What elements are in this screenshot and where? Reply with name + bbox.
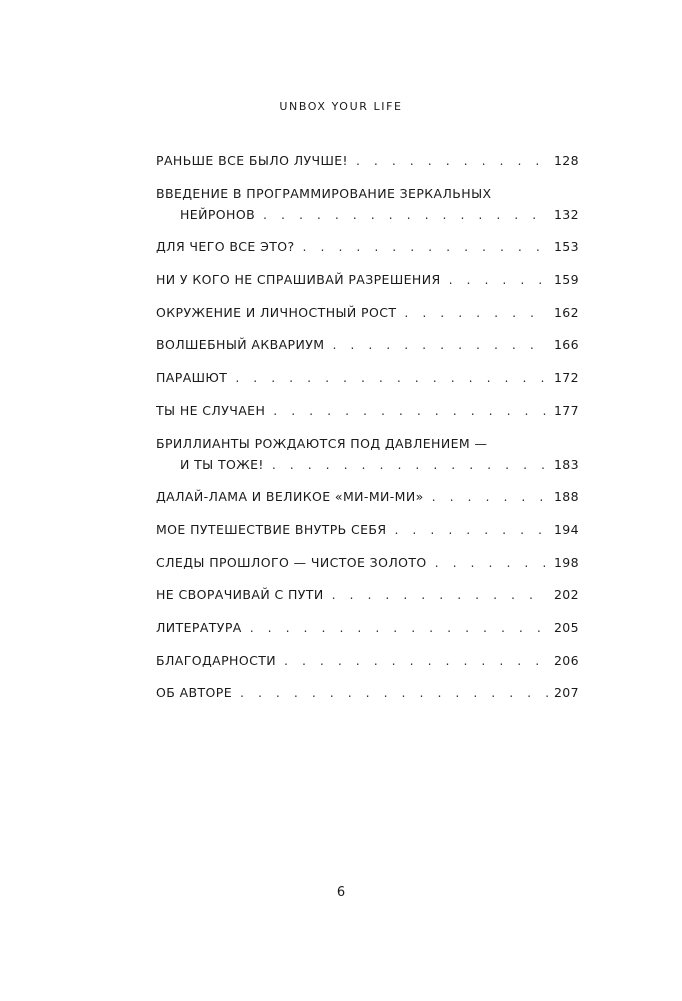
toc-entry (156, 584, 579, 605)
toc-line (156, 519, 579, 540)
toc-line (156, 204, 579, 225)
toc-page-number: 188 (553, 489, 579, 505)
toc-page-number: 202 (553, 587, 579, 603)
toc-entry (156, 150, 579, 171)
toc-entry (156, 617, 579, 638)
page-number: 6 (336, 885, 346, 900)
toc-line (156, 486, 579, 507)
toc-line (156, 183, 579, 204)
toc-line (156, 617, 579, 638)
toc-entry (156, 269, 579, 290)
dot-leader (332, 334, 547, 355)
dot-leader (404, 302, 548, 323)
toc-entry (156, 433, 579, 475)
toc-entry (156, 367, 579, 388)
toc-entry (156, 400, 579, 421)
toc-title: ВОЛШЕБНЫЙ АКВАРИУМ (156, 337, 325, 353)
toc-entry (156, 334, 579, 355)
dot-leader (356, 150, 548, 171)
toc-page-number: 162 (553, 304, 579, 320)
toc-entry (156, 682, 579, 703)
toc-page-number: 207 (553, 685, 579, 701)
toc-page-number: 198 (553, 554, 579, 570)
toc-title: ПАРАШЮТ (156, 370, 228, 386)
toc-title: БЛАГОДАРНОСТИ (156, 652, 276, 668)
toc-title: ОКРУЖЕНИЕ И ЛИЧНОСТНЫЙ РОСТ (156, 304, 397, 320)
toc-title: ВВЕДЕНИЕ В ПРОГРАММИРОВАНИЕ ЗЕРКАЛЬНЫХ (156, 185, 492, 201)
toc-page-number: 172 (553, 370, 579, 386)
dot-leader (432, 486, 548, 507)
dot-leader (394, 519, 547, 540)
toc-page-number: 206 (553, 652, 579, 668)
toc-entry (156, 302, 579, 323)
toc-line (156, 302, 579, 323)
toc-line (156, 454, 579, 475)
toc-line (156, 682, 579, 703)
toc-entry (156, 236, 579, 257)
toc-title: И ТЫ ТОЖЕ! (180, 456, 264, 472)
toc-page-number: 194 (553, 521, 579, 537)
dot-leader (284, 650, 548, 671)
table-of-contents (156, 150, 579, 703)
toc-line (156, 650, 579, 671)
toc-entry (156, 183, 579, 225)
toc-title: СЛЕДЫ ПРОШЛОГО — ЧИСТОЕ ЗОЛОТО (156, 554, 427, 570)
toc-title: ДЛЯ ЧЕГО ВСЕ ЭТО? (156, 239, 295, 255)
toc-page-number: 166 (553, 337, 579, 353)
dot-leader (273, 400, 548, 421)
toc-title: ТЫ НЕ СЛУЧАЕН (156, 402, 266, 418)
toc-title: ЛИТЕРАТУРА (156, 619, 242, 635)
toc-line (156, 334, 579, 355)
toc-line (156, 269, 579, 290)
toc-page-number: 177 (553, 402, 579, 418)
toc-line (156, 236, 579, 257)
toc-page-number: 153 (553, 239, 579, 255)
dot-leader (272, 454, 548, 475)
toc-page-number: 205 (553, 619, 579, 635)
dot-leader (449, 269, 548, 290)
toc-title: НЕЙРОНОВ (180, 206, 256, 222)
toc-title: ДАЛАЙ-ЛАМА И ВЕЛИКОЕ «МИ-МИ-МИ» (156, 489, 424, 505)
toc-page-number: 132 (553, 206, 579, 222)
toc-line (156, 400, 579, 421)
dot-leader (235, 367, 548, 388)
toc-line (156, 150, 579, 171)
toc-page-number: 159 (553, 272, 579, 288)
toc-title: МОЕ ПУТЕШЕСТВИЕ ВНУТРЬ СЕБЯ (156, 521, 387, 537)
toc-entry (156, 519, 579, 540)
dot-leader (263, 204, 548, 225)
dot-leader (435, 552, 548, 573)
toc-page-number: 183 (553, 456, 579, 472)
toc-line (156, 584, 579, 605)
toc-title: НИ У КОГО НЕ СПРАШИВАЙ РАЗРЕШЕНИЯ (156, 272, 441, 288)
dot-leader (303, 236, 548, 257)
dot-leader (240, 682, 548, 703)
running-head: UNBOX YOUR LIFE (279, 100, 403, 113)
toc-line (156, 552, 579, 573)
toc-entry (156, 552, 579, 573)
dot-leader (332, 584, 548, 605)
toc-title: НЕ СВОРАЧИВАЙ С ПУТИ (156, 587, 324, 603)
toc-entry (156, 650, 579, 671)
toc-page-number: 128 (553, 153, 579, 168)
toc-line (156, 433, 579, 454)
toc-entry (156, 486, 579, 507)
dot-leader (250, 617, 548, 638)
toc-title: БРИЛЛИАНТЫ РОЖДАЮТСЯ ПОД ДАВЛЕНИЕМ — (156, 435, 488, 451)
toc-line (156, 367, 579, 388)
toc-title: ОБ АВТОРЕ (156, 685, 233, 701)
toc-title: РАНЬШЕ ВСЕ БЫЛО ЛУЧШЕ! (156, 153, 348, 168)
